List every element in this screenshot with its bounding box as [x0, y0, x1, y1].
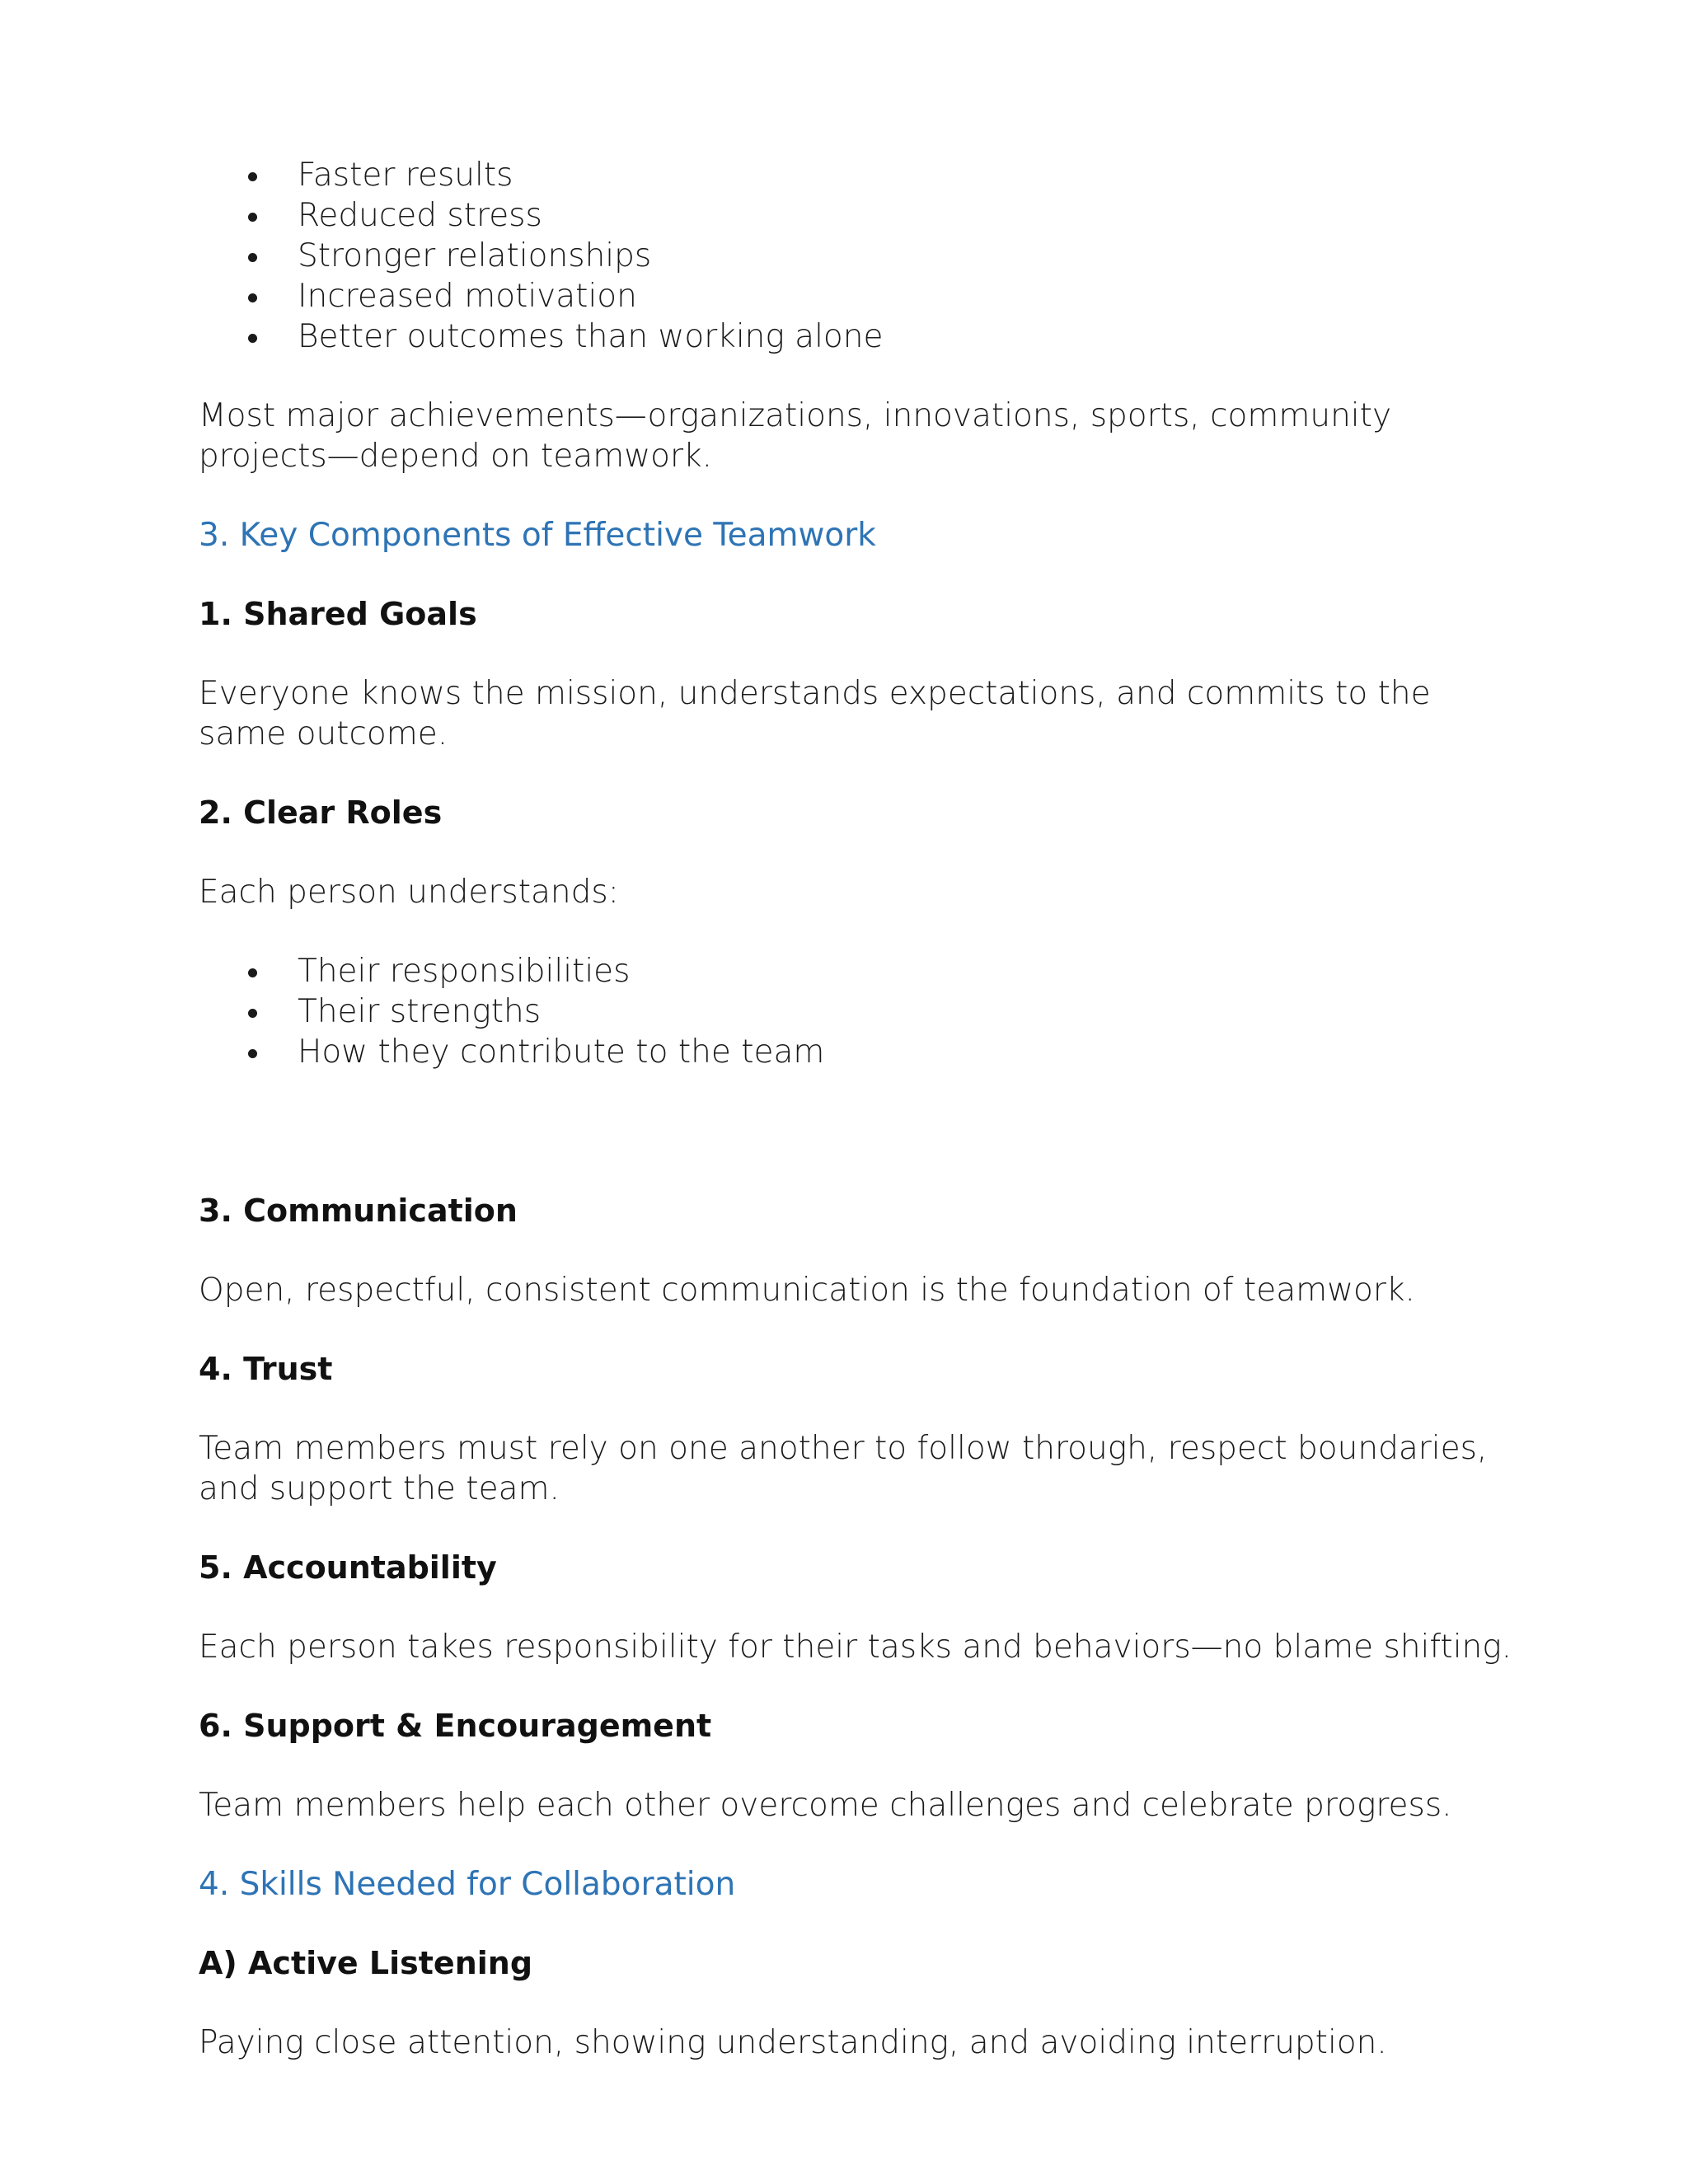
list-item: Faster results: [298, 155, 1517, 195]
achievements-paragraph: Most major achievements—organizations, innovations, sports, community projects—depend on teamwork.: [199, 397, 1392, 475]
section-heading-skills: 4. Skills Needed for Collaboration: [199, 1866, 736, 1903]
accountability-text: Each person takes responsibility for their tasks and behaviors—no blame shifting.: [199, 1629, 1512, 1666]
subheading-accountability: 5. Accountability: [199, 1549, 497, 1586]
clear-roles-intro: Each person understands:: [199, 874, 619, 911]
list-item: Reduced stress: [298, 195, 1517, 236]
subheading-communication: 3. Communication: [199, 1193, 518, 1229]
clear-roles-list: [199, 951, 1517, 1072]
subheading-shared-goals: 1. Shared Goals: [199, 596, 477, 632]
list-item: Better outcomes than working alone: [298, 316, 1517, 357]
list-item: Their strengths: [298, 991, 1517, 1032]
list-item: Their responsibilities: [298, 951, 1517, 991]
communication-text: Open, respectful, consistent communication is the foundation of teamwork.: [199, 1272, 1415, 1309]
active-listening-text: Paying close attention, showing understanding, and avoiding interruption.: [199, 2024, 1387, 2061]
list-item: Increased motivation: [298, 276, 1517, 316]
support-text: Team members help each other overcome challenges and celebrate progress.: [199, 1787, 1452, 1824]
document-page: [199, 155, 1517, 2063]
subheading-clear-roles: 2. Clear Roles: [199, 794, 443, 831]
subheading-trust: 4. Trust: [199, 1351, 333, 1387]
shared-goals-text: Everyone knows the mission, understands expectations, and commits to the same outcome.: [199, 675, 1431, 752]
subheading-support-encouragement: 6. Support & Encouragement: [199, 1708, 712, 1744]
list-item: Stronger relationships: [298, 236, 1517, 276]
trust-text: Team members must rely on one another to follow through, respect boundaries, and support the team.: [199, 1430, 1488, 1507]
list-item: How they contribute to the team: [298, 1032, 1517, 1072]
section-heading-key-components: 3. Key Components of Effective Teamwork: [199, 517, 876, 554]
benefits-list: [199, 155, 1517, 357]
subheading-active-listening: A) Active Listening: [199, 1945, 533, 1981]
